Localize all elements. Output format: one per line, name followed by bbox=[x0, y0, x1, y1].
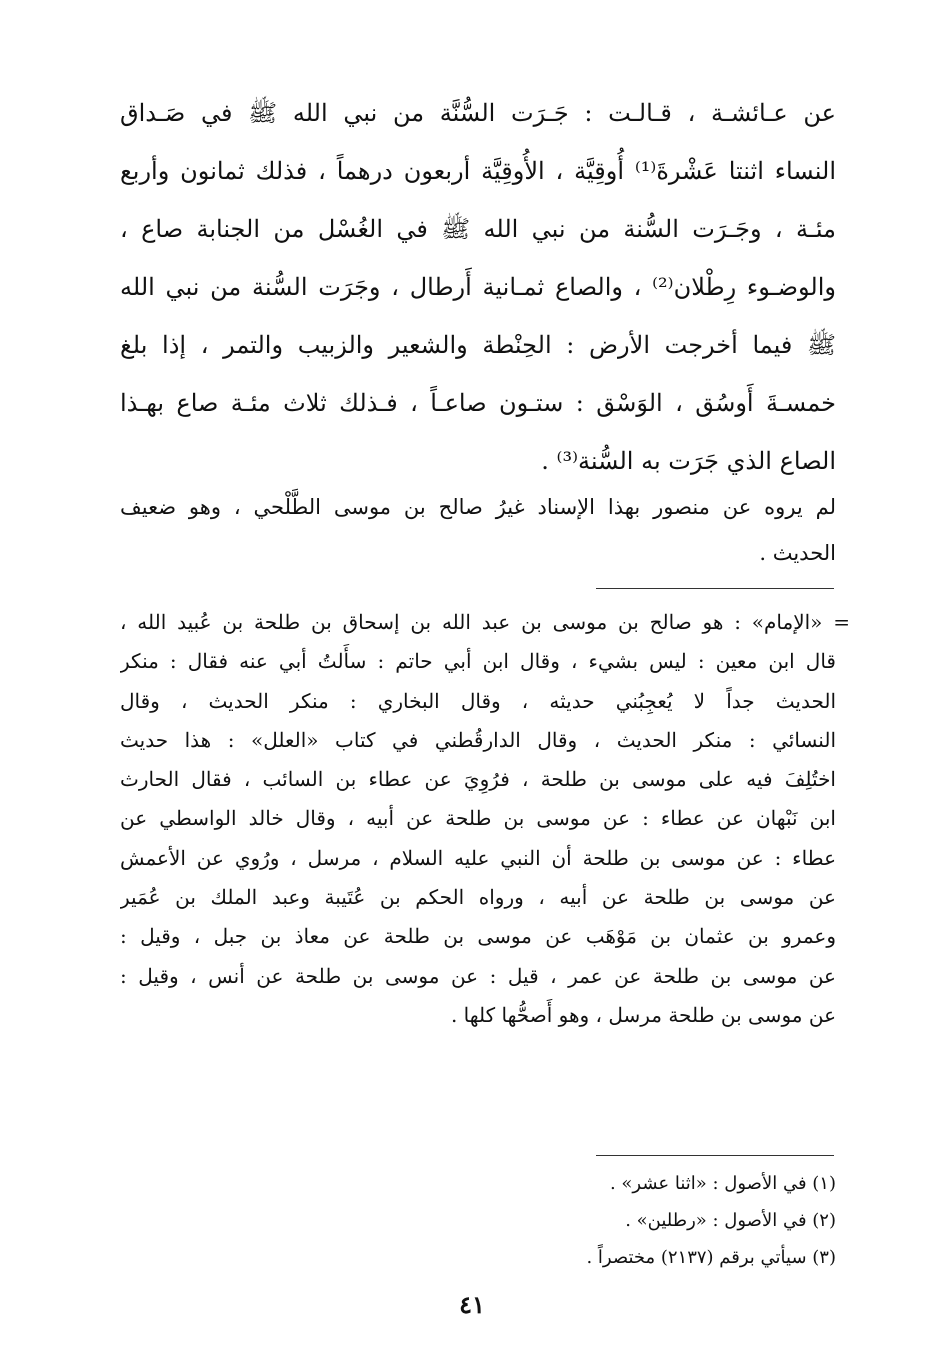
footnotes-list bbox=[120, 1165, 836, 1276]
footnote-divider bbox=[596, 588, 834, 589]
continuation-line: عطاء : عن موسى بن طلحة أن النبي عليه السلام ، مرسل ، ورُوي عن الأعمش bbox=[120, 845, 836, 870]
continuation-line: ابن نَبْهان عن عطاء : عن موسى بن طلحة عن أبيه ، وقال خالد الواسطي عن bbox=[120, 806, 836, 831]
continuation-line: وعمرو بن عثمان بن مَوْهَب عن موسى بن طلحة عن معاذ بن جبل ، وقيل : bbox=[120, 924, 836, 949]
main-text-line: ﷺ فيما أخرجت الأرض : الحِنْطة والشعير والزبيب والتمر ، إذا بلغ bbox=[120, 331, 836, 359]
continuation-line: = «الإمام» : هو صالح بن موسى بن عبد الله بن إسحاق بن طلحة بن عُبيد الله ، bbox=[120, 610, 850, 634]
page-number: ٤١ bbox=[459, 1290, 485, 1319]
commentary-line: الحديث . bbox=[759, 541, 836, 565]
footnote-item: (٢) في الأصول : «رطلين» . bbox=[625, 1210, 836, 1231]
footnote-continuation bbox=[120, 603, 850, 1035]
continuation-line: النسائي : منكر الحديث ، وقال الدارقُطني في كتاب «العلل» : هذا حديث bbox=[120, 727, 836, 752]
main-text-line: النساء اثنتا عَشْرةَ⁽¹⁾ أُوقِيَّة ، الأُوقِيَّة أربعون درهماً ، فذلك ثمانون وأربع bbox=[120, 157, 836, 185]
commentary-line: لم يروه عن منصور بهذا الإسناد غيرُ صالح بن موسى الطَّلْحي ، وهو ضعيف bbox=[120, 495, 836, 519]
main-text-line: خمسـةَ أَوسُق ، الوَسْق : ستـون صاعـاً ، فـذلك ثلاث مئـة صاع بهـذا bbox=[120, 389, 836, 417]
footnote-item: (٣) سيأتي برقم (٢١٣٧) مختصراً . bbox=[586, 1247, 836, 1268]
continuation-line: عن موسى بن طلحة عن عمر ، قيل : عن موسى بن طلحة عن أنس ، وقيل : bbox=[120, 963, 836, 988]
main-hadith-text bbox=[120, 84, 836, 490]
main-text-line: الصاع الذي جَرَت به السُّنة⁽³⁾ . bbox=[541, 447, 836, 475]
commentary-paragraph bbox=[120, 484, 836, 576]
continuation-line: اختُلِفَ فيه على موسى بن طلحة ، فرُوِيَ عن عطاء بن السائب ، فقال الحارث bbox=[120, 767, 836, 792]
continuation-line: عن موسى بن طلحة عن أبيه ، ورواه الحكم بن عُتَيبة وعبد الملك بن عُمَير bbox=[120, 885, 836, 910]
continuation-line: قال ابن معين : ليس بشيء ، وقال ابن أبي حاتم : سأَلتُ أبي عنه فقال : منكر bbox=[120, 649, 836, 674]
main-text-line: والوضـوء رِطْلان⁽²⁾ ، والصاع ثمـانية أَرطال ، وجَرَت السُّنة من نبي الله bbox=[120, 273, 836, 301]
footnotes-divider bbox=[596, 1155, 834, 1156]
main-text-line: عن عـائشـة ، قـالـت : جَـرَت السُّنَّة من نبي الله ﷺ في صَـداق bbox=[120, 99, 836, 127]
continuation-line: الحديث جداً لا يُعجِبُني حديثه ، وقال البخاري : منكر الحديث ، وقال bbox=[120, 688, 836, 713]
continuation-line: عن موسى بن طلحة مرسل ، وهو أَصحُّها كلها . bbox=[450, 1002, 836, 1027]
footnote-item: (١) في الأصول : «اثنا عشر» . bbox=[609, 1173, 836, 1194]
main-text-line: مئـة ، وجَـرَت السُّنة من نبي الله ﷺ في الغُسْل من الجنابة صاع ، bbox=[120, 215, 836, 243]
